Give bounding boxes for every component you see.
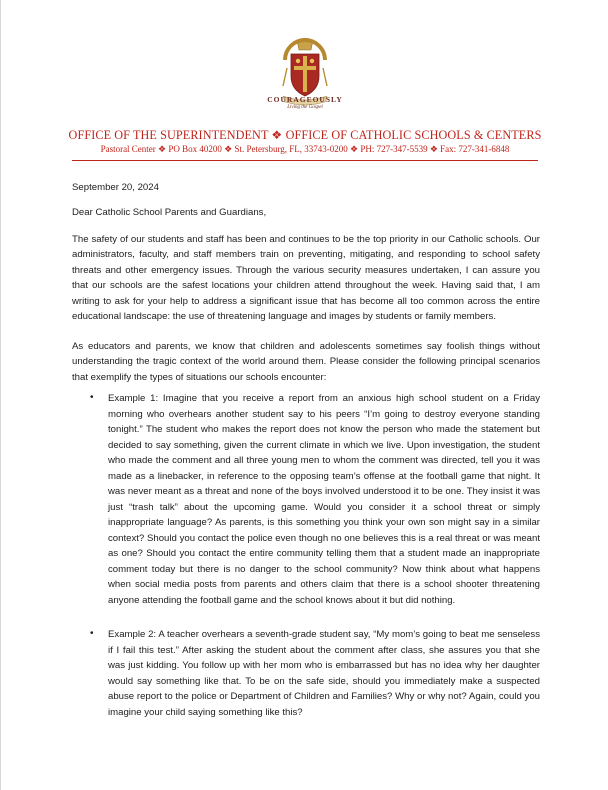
example-2: Example 2: A teacher overhears a seventh-grade student say, “My mom’s going to beat me senseless if I fail this test.” After asking the student about the comment after class, she assures you that she was just kidding. You follow up with her mom who is embarrassed but has no idea why her daughter would say something like that. To be on the safe side, should you immediately make a suspected abuse report to the police or Department of Children and Families? Why or why not? Again, could you imagine your child saying something like this? <box>108 629 540 718</box>
address-line: Pastoral Center ❖ PO Box 40200 ❖ St. Petersburg, FL, 33743-0200 ❖ PH: 727-347-5539 ❖ Fax: 727-341-6848 <box>100 144 510 154</box>
example-1: Example 1: Imagine that you receive a report from an anxious high school student on a Friday morning who overhears another student say to his peers “I’m going to destroy everyone standing tonight.” The student who makes the report does not know the person who made the statement but decided to say something, given the current climate in which we live. Upon investigation, the student who made the comment and all three young men to whom the comment was directed, tell you it was made as a linebacker, in reference to the opposing team’s offense at the football game that night. It was never meant as a threat and none of the boys involved understood it to be one. They insist it was just “trash talk” about the upcoming game. Would you consider it a school threat or simply inappropriate language? As parents, is this something you think your own son might say in a similar context? Should you contact the police even though no one believes this is a real threat or was meant as one? Should you contact the entire community telling them that a student made an inappropriate comment today but there is no danger to the school community? Now think about what happens when social media posts from parents and others claim that there is a school shooter threatening anyone attending the football game and the school knows about it but did nothing. <box>108 393 540 606</box>
motto: COURAGEOUSLY <box>267 95 343 104</box>
header-divider <box>72 160 538 161</box>
letter-date: September 20, 2024 <box>72 182 159 193</box>
bullet-icon: • <box>90 628 94 639</box>
salutation: Dear Catholic School Parents and Guardians, <box>72 207 267 218</box>
bullet-icon: • <box>90 392 94 403</box>
paragraph-1: The safety of our students and staff has been and continues to be the top priority in our Catholic schools. Our administrators, faculty, and staff members train on preventing, mitigating, and responding to school safety threats and other emergency issues. Through the various security measures undertaken, I can assure you that our schools are the safest locations your children attend throughout the week. Having said that, I am writing to ask for your help to address a significant issue that has become all too common across the entire educational landscape: the use of threatening language and images by students or family members. <box>72 234 540 323</box>
office-line: OFFICE OF THE SUPERINTENDENT ❖ OFFICE OF CATHOLIC SCHOOLS & CENTERS <box>68 128 542 142</box>
tagline: Living the Gospel <box>287 105 323 110</box>
paragraph-2: As educators and parents, we know that children and adolescents sometimes say foolish things without understanding the tragic context of the world around them. Please consider the following principal scenarios that exemplify the types of situations our schools encounter: <box>72 341 540 383</box>
